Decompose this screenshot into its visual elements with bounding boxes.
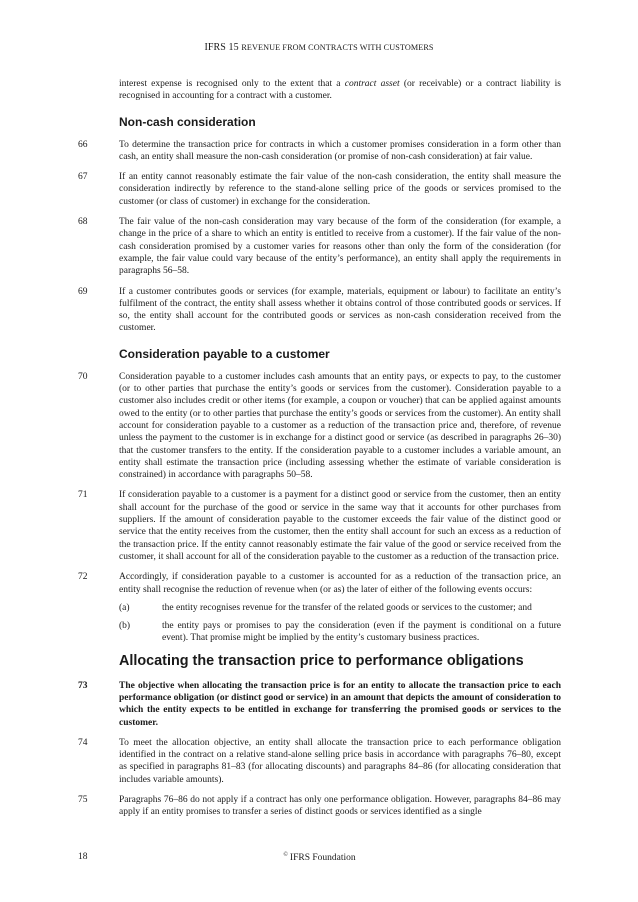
intro-paragraph	[119, 78, 561, 103]
header-prefix: IFRS 15	[204, 42, 239, 53]
list-item-text: the entity recognises revenue for the transfer of the related goods or services to the customer; and	[162, 602, 532, 613]
paragraph-number: 75	[78, 795, 88, 806]
heading-allocating-transaction-price: Allocating the transaction price to performance obligations	[119, 652, 524, 669]
paragraph-72	[78, 571, 561, 644]
header-title: REVENUE FROM CONTRACTS WITH CUSTOMERS	[241, 43, 434, 52]
list-item-label: (a)	[119, 602, 130, 613]
paragraph-number: 69	[78, 286, 88, 297]
paragraph-number: 72	[78, 572, 88, 583]
paragraph-text: The objective when allocating the transaction price is for an entity to allocate the transaction price to each performance obligation (or distinct good or service) in an amount that depicts the amount of consideration to which the entity expects to be entitled in exchange for transferring the promised goods or services to the customer.	[119, 680, 561, 728]
paragraph-text: If consideration payable to a customer is a payment for a distinct good or service from the customer, then an entity shall account for the purchase of the good or service in the same way that it accounts for other purchases from suppliers. If the amount of consideration payable to the customer exceeds the fair value of the distinct good or service that the entity receives from the customer, then the entity shall account for such an excess as a reduction of the transaction price. If the entity cannot reasonably estimate the fair value of the good or service received from the customer, it shall account for all of the consideration payable to the customer as a reduction of the transaction price.	[119, 490, 561, 562]
list-item-label: (b)	[119, 621, 131, 632]
heading-non-cash-consideration: Non-cash consideration	[119, 114, 256, 129]
paragraph-text: Paragraphs 76–86 do not apply if a contract has only one performance obligation. However, paragraphs 84–86 may apply if an entity promises to transfer a series of distinct goods or services identified as a single	[119, 795, 561, 818]
paragraph-number: 70	[78, 371, 88, 382]
paragraph-68	[78, 216, 561, 277]
paragraph-66	[78, 139, 561, 164]
paragraph-74	[78, 737, 561, 786]
paragraph-text: If an entity cannot reasonably estimate the fair value of the non-cash consideration, the entity shall measure the consideration indirectly by reference to the stand-alone selling price of the goods or services promised to the customer (or class of customer) in exchange for the consideration.	[119, 172, 561, 207]
paragraph-text: To determine the transaction price for contracts in which a customer promises consideration in a form other than cash, an entity shall measure the non-cash consideration (or promise of non-cash consideration) at fair value.	[119, 139, 561, 162]
paragraph-number: 67	[78, 172, 88, 183]
paragraph-75	[78, 794, 561, 819]
paragraph-number: 68	[78, 217, 88, 228]
list-item-a	[119, 602, 561, 614]
list-item-b	[119, 620, 561, 645]
paragraph-number: 73	[78, 680, 88, 691]
page-footer	[78, 852, 561, 866]
paragraph-text: Accordingly, if consideration payable to a customer is accounted for as a reduction of the transaction price, an entity shall recognise the reduction of revenue when (or as) the later of either of the following events occurs:	[119, 572, 561, 595]
paragraph-text: To meet the allocation objective, an entity shall allocate the transaction price to each performance obligation identified in the contract on a relative stand-alone selling price basis in accordance with paragraphs 76–80, except as specified in paragraphs 81–83 (for allocating discounts) and paragraphs 84–86 (for allocating consideration that includes variable amounts).	[119, 737, 561, 785]
paragraph-71	[78, 489, 561, 563]
paragraph-text: The fair value of the non-cash consideration may vary because of the form of the consideration (for example, a change in the price of a share to which an entity is entitled to receive from a customer). If the fair value of the non-cash consideration promised by a customer varies for reasons other than only the form of the consideration (for example, the fair value could vary because of the entity’s performance), an entity shall apply the requirements in paragraphs 56–58.	[119, 217, 561, 277]
paragraph-number: 71	[78, 490, 88, 501]
copyright-text: IFRS Foundation	[289, 853, 356, 863]
paragraph-number: 74	[78, 737, 88, 748]
list-item-text: the entity pays or promises to pay the consideration (even if the payment is conditional on a future event). That promise might be implied by the entity’s customary business practices.	[162, 621, 561, 644]
copyright-notice	[78, 852, 561, 863]
paragraph-67	[78, 171, 561, 208]
paragraph-text: Consideration payable to a customer includes cash amounts that an entity pays, or expects to pay, to the customer (or to other parties that purchase the entity’s goods or services from the customer). Consideration payable to a customer also includes credit or other items (for example, a coupon or voucher) that can be applied against amounts owed to the entity (or to other parties that purchase the entity’s goods or services from the customer). An entity shall account for consideration payable to a customer as a reduction of the transaction price and, therefore, of revenue unless the payment to the customer is in exchange for a distinct good or service (as described in paragraphs 26–30) that the customer transfers to the entity. If the consideration payable to a customer includes a variable amount, an entity shall estimate the transaction price (including assessing whether the estimate of variable consideration is constrained) in accordance with paragraphs 50–58.	[119, 371, 561, 481]
intro-text-before: interest expense is recognised only to the extent that a	[119, 79, 345, 89]
running-header	[0, 42, 638, 53]
heading-consideration-payable: Consideration payable to a customer	[119, 346, 330, 361]
paragraph-number: 66	[78, 139, 88, 150]
intro-italic-term: contract asset	[344, 79, 400, 89]
paragraph-69	[78, 286, 561, 335]
paragraph-73	[78, 680, 561, 729]
paragraph-70	[78, 371, 561, 482]
page-number: 18	[78, 852, 88, 862]
paragraph-text: If a customer contributes goods or services (for example, materials, equipment or labour) to facilitate an entity’s fulfilment of the contract, the entity shall assess whether it obtains control of those contributed goods or services. If so, the entity shall account for the contributed goods or services as non-cash consideration received from the customer.	[119, 286, 561, 334]
intro-text-after: (or receivable) or a contract liability is recognised in accounting for a contract with a customer.	[119, 79, 561, 102]
page-body	[78, 78, 561, 827]
copyright-symbol: ©	[283, 852, 288, 858]
